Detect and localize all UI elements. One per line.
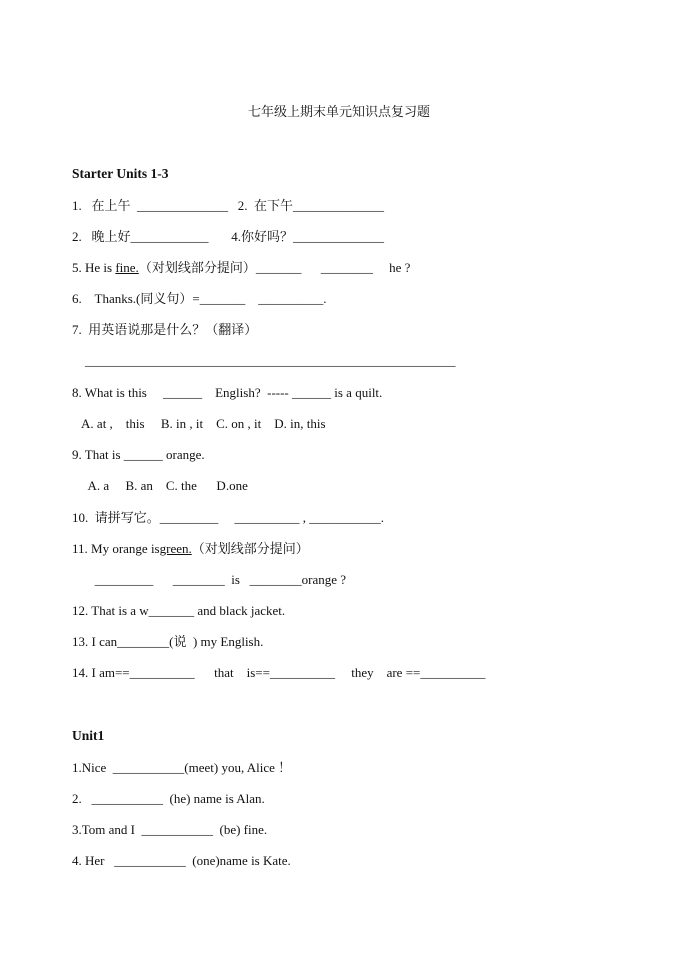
question-text: （对划线部分提问）: [191, 541, 309, 556]
question-line: 12. That is a w_______ and black jacket.: [72, 603, 286, 618]
question-line: 6. Thanks.(同义句）=_______ __________.: [72, 291, 327, 306]
question-line: 1.Nice ___________(meet) you, Alice ！: [72, 760, 292, 775]
page-title: 七年级上期末单元知识点复习题: [248, 104, 431, 119]
question-line: [72, 541, 309, 557]
answer-line: _________ ________ is ________orange ?: [72, 572, 347, 587]
options-line: A. a B. an C. the D.one: [72, 478, 248, 493]
question-text: 5. He is: [72, 260, 116, 275]
question-line: 2. 晚上好____________ 4.你好吗？______________: [72, 229, 385, 244]
question-line: 14. I am==__________ that is==__________ they are ==__________: [72, 665, 486, 680]
question-line: 13. I can________(说 ) my English.: [72, 634, 264, 649]
question-line: 1. 在上午 ______________ 2. 在下午______________: [72, 198, 385, 213]
question-line: 3.Tom and I ___________ (be) fine.: [72, 822, 268, 837]
question-line: 10. 请拼写它。_________ __________ , ___________.: [72, 510, 385, 525]
question-line: 8. What is this ______ English? ----- ______ is a quilt.: [72, 385, 383, 400]
question-line: 2. ___________ (he) name is Alan.: [72, 791, 265, 806]
question-line: 9. That is ______ orange.: [72, 447, 205, 462]
question-line: 7. 用英语说那是什么？（翻译）: [72, 322, 258, 337]
options-line: A. at , this B. in , it C. on , it D. in, this: [72, 416, 326, 431]
answer-blank-line: _________________________________________________________: [72, 353, 456, 368]
underlined-word: fine.: [115, 260, 139, 275]
question-text: （对划线部分提问）_______ ________ he ?: [138, 260, 411, 275]
question-text: 11. My orange is: [72, 541, 160, 556]
section-heading-unit1: Unit1: [72, 728, 105, 743]
question-line: 4. Her ___________ (one)name is Kate.: [72, 853, 291, 868]
underlined-word: green.: [159, 541, 192, 556]
question-line: [72, 260, 410, 276]
section-heading-starter: Starter Units 1-3: [72, 166, 169, 181]
